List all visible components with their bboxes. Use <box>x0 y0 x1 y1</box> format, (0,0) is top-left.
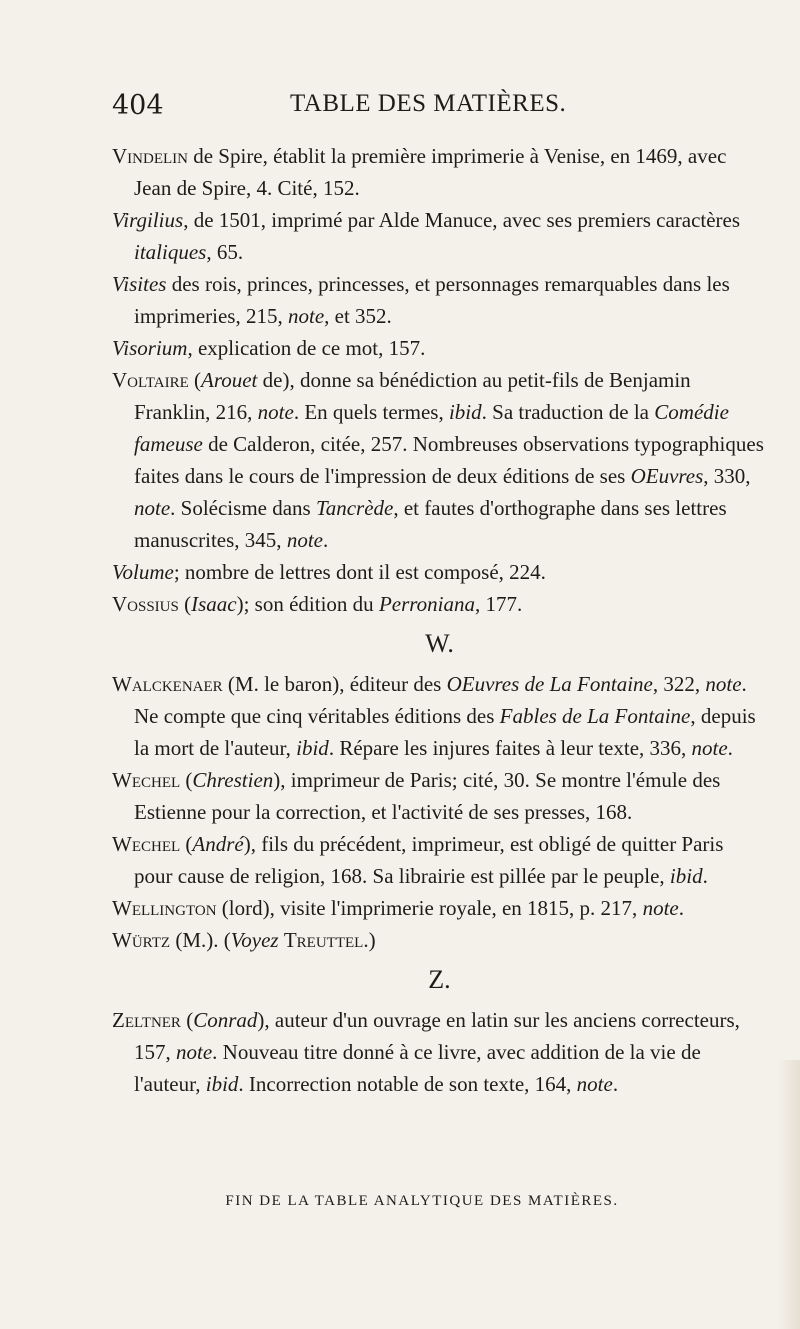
entry-italic: Perroniana <box>378 592 475 616</box>
index-entry-zeltner <box>112 1004 767 1100</box>
entry-italic: Comédie fameuse <box>134 400 729 456</box>
entry-text: de Calderon, citée, 257. Nombreuses observations typographiques faites dans le cours de l'impression de deux éditions de ses <box>134 432 764 488</box>
entry-italic: Isaac <box>191 592 237 616</box>
entry-text: ( <box>180 1008 194 1032</box>
entry-italic: ibid <box>205 1072 239 1096</box>
entry-italic: Voyez <box>230 928 279 952</box>
entry-italic: note <box>691 736 728 760</box>
index-entry-walckenaer <box>112 668 767 764</box>
entry-italic: note <box>576 1072 613 1096</box>
entry-text: , 65. <box>206 240 244 264</box>
running-title: TABLE DES MATIÈRES. <box>290 90 567 117</box>
entry-italic: ibid <box>669 864 703 888</box>
entry-italic: note <box>176 1040 213 1064</box>
entry-text: . Ne compte que cinq véritables éditions des <box>134 672 747 728</box>
entry-text: , et 352. <box>324 304 392 328</box>
entry-text: ), imprimeur de Paris; cité, 30. Se montre l'émule des Estienne pour la correction, et l'activité de ses presses, 168. <box>134 768 721 824</box>
cross-reference: Treuttel <box>283 928 364 952</box>
entry-text: , de 1501, imprimé par Alde Manuce, avec ses premiers caractères <box>183 208 741 232</box>
entry-text: . Sa traduction de la <box>481 400 655 424</box>
index-body <box>112 140 767 1100</box>
entry-italic: OEuvres de La Fontaine <box>446 672 653 696</box>
entry-italic: note <box>642 896 679 920</box>
entry-text: . <box>727 736 733 760</box>
entry-head: Visorium <box>112 336 188 360</box>
entry-text: ( <box>188 368 201 392</box>
entry-text: de Spire, établit la première imprimerie à Venise, en 1469, avec Jean de Spire, 4. Cité, 152. <box>134 144 727 200</box>
entry-text: . Incorrection notable de son texte, 164, <box>238 1072 577 1096</box>
entry-text: (M. le baron), éditeur des <box>222 672 447 696</box>
index-entry-vindelin <box>112 140 767 204</box>
entry-head: Wechel <box>112 832 181 856</box>
entry-text: . En quels termes, <box>293 400 449 424</box>
entry-italic: Arouet <box>201 368 258 392</box>
entry-italic: note <box>257 400 294 424</box>
entry-text: , et fautes d'orthographe dans ses lettres manuscrites, 345, <box>134 496 727 552</box>
index-entry-vossius <box>112 588 767 620</box>
entry-italic: note <box>134 496 171 520</box>
entry-text: ); son édition du <box>236 592 379 616</box>
entry-text: des rois, princes, princesses, et personnages remarquables dans les imprimeries, 215, <box>134 272 730 328</box>
entry-text: ( <box>178 592 192 616</box>
entry-italic: Chrestien <box>192 768 274 792</box>
entry-italic: italiques <box>134 240 207 264</box>
entry-italic: Tancrède <box>315 496 394 520</box>
entry-head: Walckenaer <box>112 672 223 696</box>
entry-text: . <box>678 896 684 920</box>
entry-text: , 330, <box>703 464 751 488</box>
index-entry-virgilius <box>112 204 767 268</box>
entry-text: (M.). ( <box>170 928 231 952</box>
index-entry-visites <box>112 268 767 332</box>
entry-text: , 322, <box>652 672 706 696</box>
entry-head: Zeltner <box>112 1008 181 1032</box>
entry-italic: note <box>705 672 742 696</box>
index-entry-wechel-andre <box>112 828 767 892</box>
entry-text: ; nombre de lettres dont il est composé, 224. <box>173 560 546 584</box>
entry-text: . <box>322 528 329 552</box>
page-edge-stain <box>778 1060 800 1329</box>
index-entry-visorium <box>112 332 767 364</box>
entry-italic: OEuvres <box>630 464 704 488</box>
entry-italic: Conrad <box>193 1008 258 1032</box>
entry-text: .) <box>363 928 376 952</box>
entry-head: Voltaire <box>112 368 189 392</box>
entry-text: , depuis la mort de l'auteur, <box>134 704 756 760</box>
entry-text: ), auteur d'un ouvrage en latin sur les anciens correcteurs, 157, <box>134 1008 740 1064</box>
entry-head: Visites <box>112 272 167 296</box>
page-number: 404 <box>112 90 164 121</box>
index-entry-voltaire <box>112 364 767 556</box>
entry-head: Volume <box>112 560 174 584</box>
section-letter-z: Z. <box>428 965 451 994</box>
entry-text: , 177. <box>475 592 523 616</box>
entry-text: . <box>702 864 708 888</box>
entry-italic: ibid <box>296 736 329 760</box>
entry-text: (lord), visite l'imprimerie royale, en 1815, p. 217, <box>216 896 643 920</box>
entry-head: Wechel <box>112 768 181 792</box>
index-entry-wechel-chrestien <box>112 764 767 828</box>
entry-italic: note <box>287 304 325 328</box>
entry-head: Vossius <box>112 592 179 616</box>
entry-text: ( <box>180 768 193 792</box>
index-entry-wellington <box>112 892 767 924</box>
entry-head: Würtz <box>112 928 171 952</box>
entry-italic: ibid <box>448 400 482 424</box>
index-entry-wurtz <box>112 924 767 956</box>
entry-text: . <box>612 1072 619 1096</box>
entry-head: Wellington <box>112 896 217 920</box>
entry-text: . Répare les injures faites à leur texte, 336, <box>328 736 692 760</box>
section-letter-w: W. <box>425 629 454 658</box>
entry-text: . Nouveau titre donné à ce livre, avec addition de la vie de l'auteur, <box>134 1040 701 1096</box>
entry-head: Vindelin <box>112 144 188 168</box>
entry-text: ), fils du précédent, imprimeur, est obligé de quitter Paris pour cause de religion, 168. Sa librairie est pillée par le peuple, <box>134 832 724 888</box>
entry-head: Virgilius <box>112 208 184 232</box>
entry-italic: André <box>192 832 244 856</box>
colophon: FIN DE LA TABLE ANALYTIQUE DES MATIÈRES. <box>225 1193 619 1209</box>
entry-text: . Solécisme dans <box>170 496 316 520</box>
entry-text: de), donne sa bénédiction au petit-fils de Benjamin Franklin, 216, <box>134 368 691 424</box>
index-entry-volume <box>112 556 767 588</box>
entry-italic: note <box>286 528 323 552</box>
entry-italic: Fables de La Fontaine <box>499 704 691 728</box>
entry-text: ( <box>180 832 193 856</box>
entry-text: , explication de ce mot, 157. <box>187 336 426 360</box>
page-header <box>112 90 712 130</box>
